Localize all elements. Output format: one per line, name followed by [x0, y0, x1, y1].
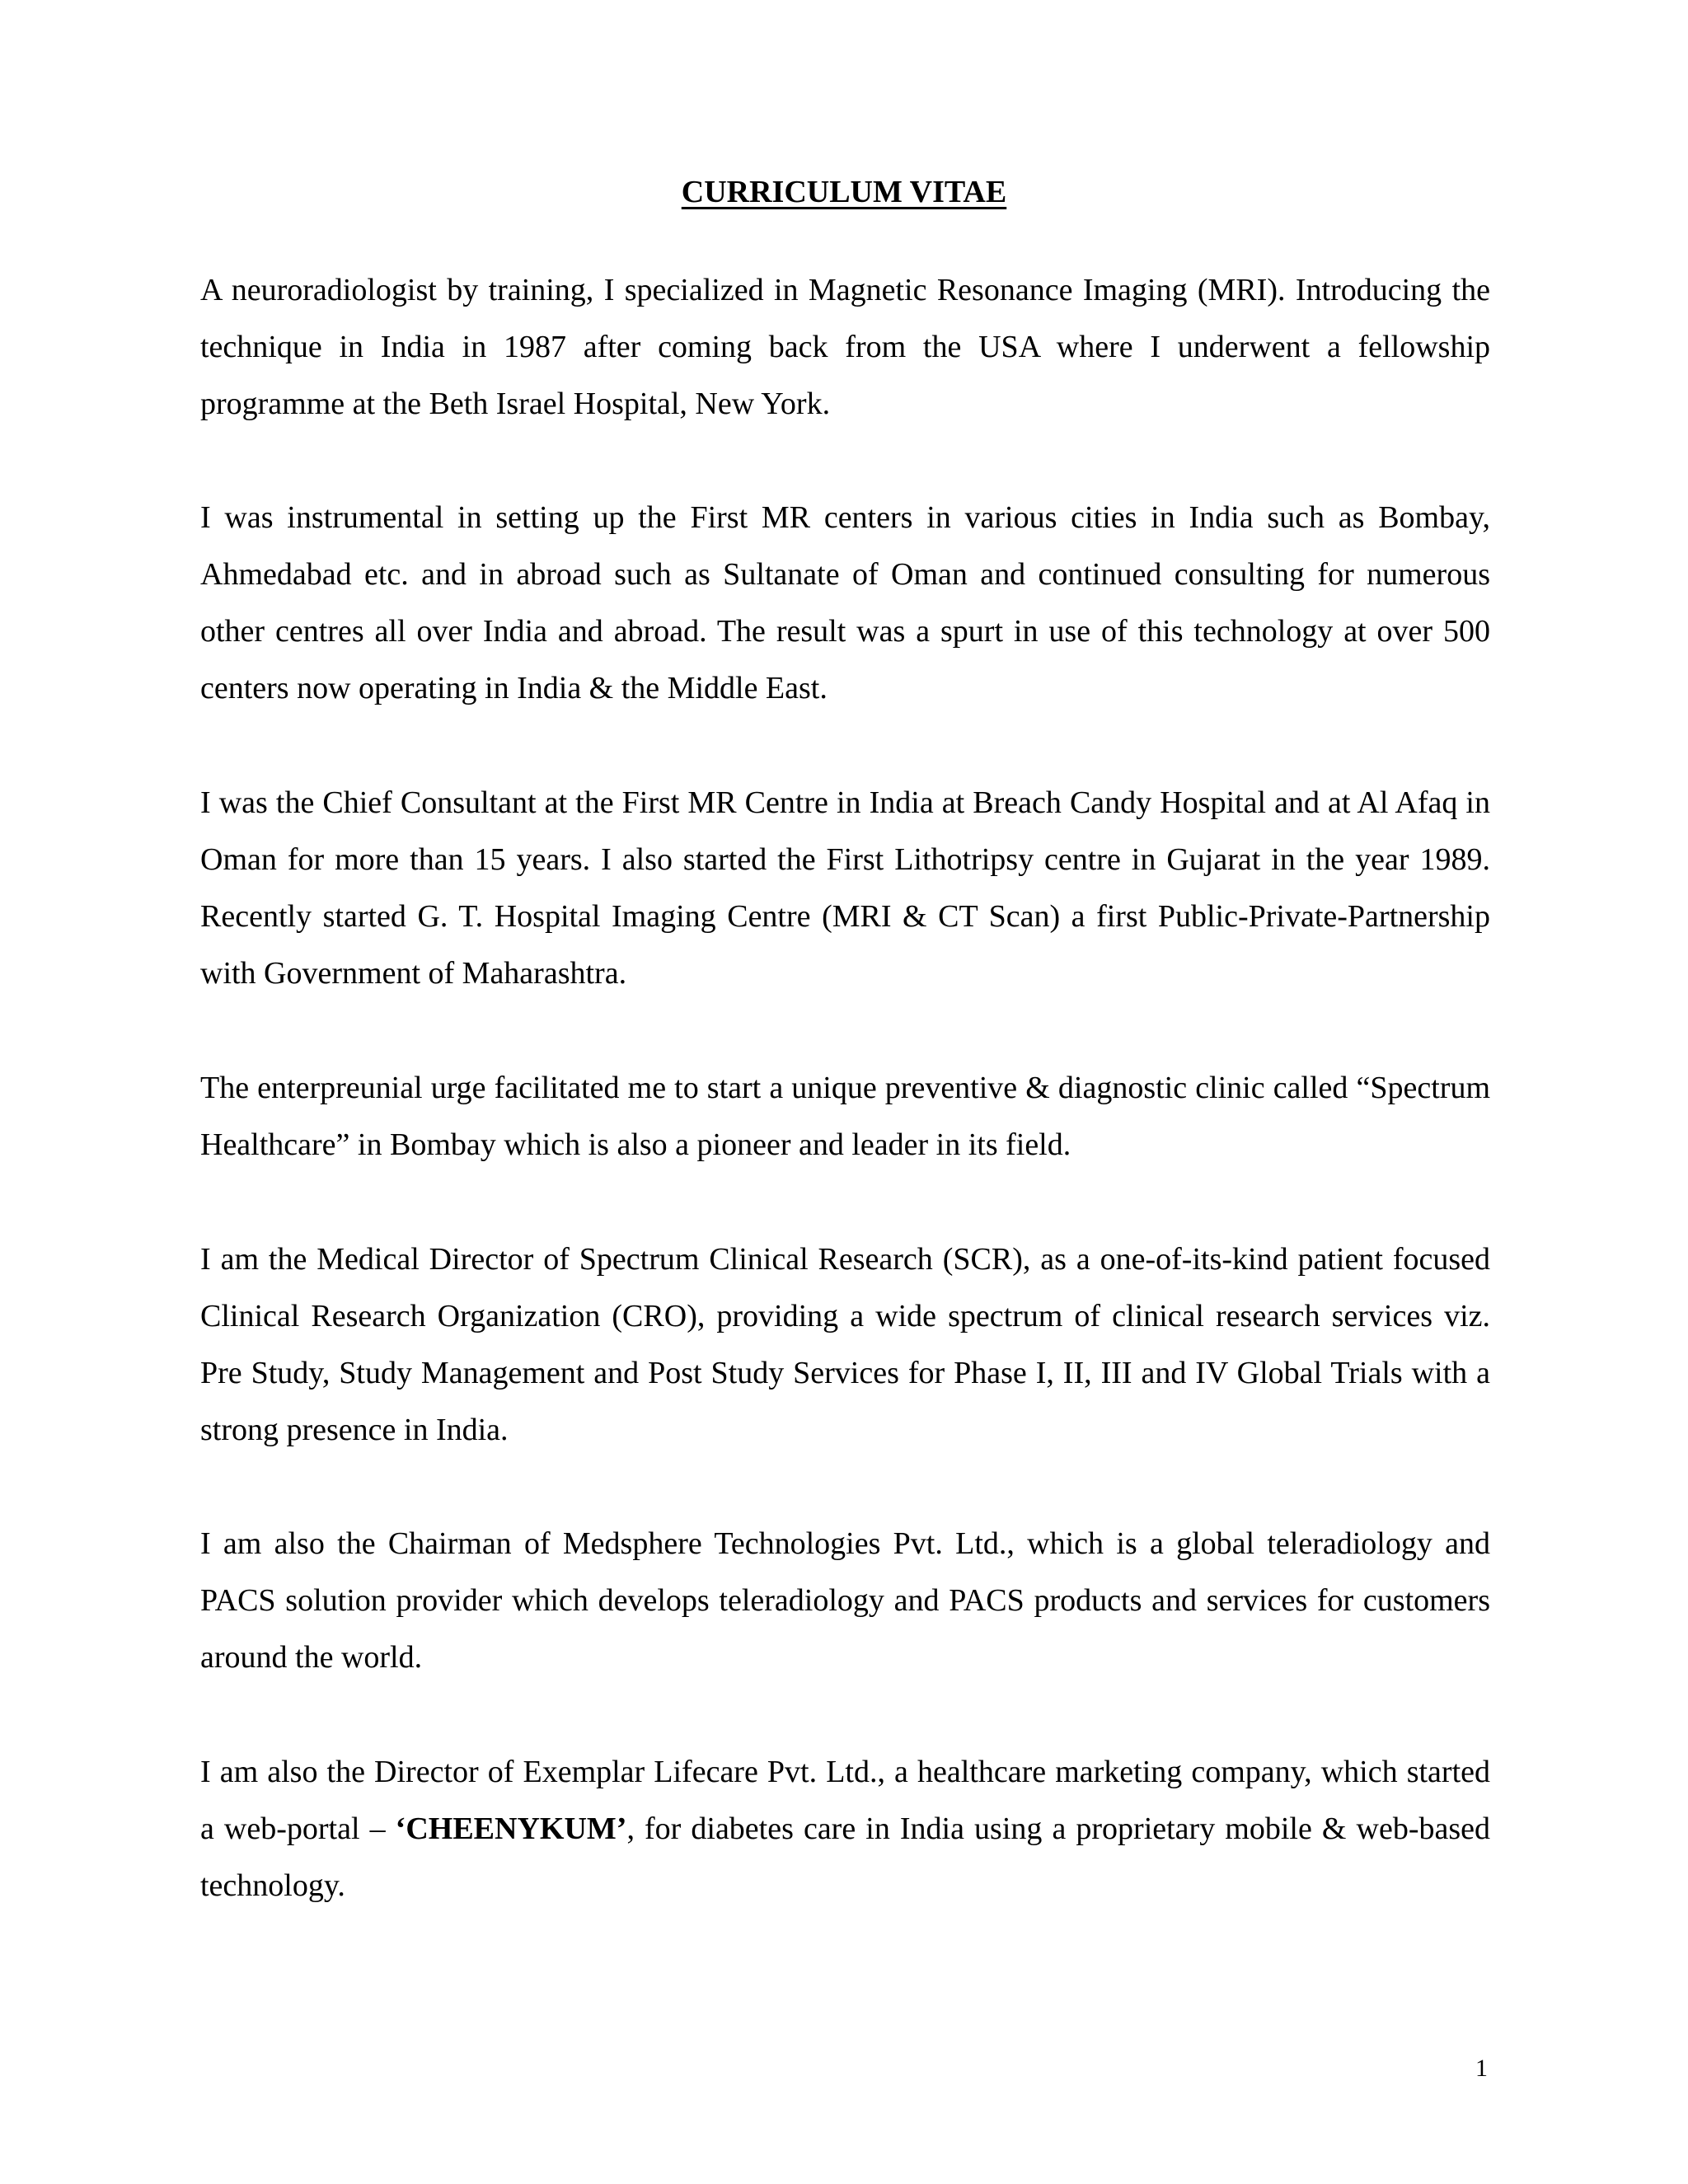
- paragraph-exemplar-lifecare: [200, 1744, 1490, 1915]
- paragraph-mr-centers: I was instrumental in setting up the First MR centers in various cities in India such as Bombay, Ahmedabad etc. and in abroad such as Sultanate of Oman and continued consulting for numerous other centres all over India and abroad. The result was a spurt in use of this technology at over 500 centers now operating in India & the Middle East.: [200, 500, 1490, 705]
- paragraph-chief-consultant: I was the Chief Consultant at the First MR Centre in India at Breach Candy Hospital and at Al Afaq in Oman for more than 15 years. I also started the First Lithotripsy centre in Gujarat in the year 1989. Recently started G. T. Hospital Imaging Centre (MRI & CT Scan) a first Public-Private-Partnership with Government of Maharashtra.: [200, 785, 1490, 991]
- paragraph-mri-training: A neuroradiologist by training, I specialized in Magnetic Resonance Imaging (MRI). Introducing the technique in India in 1987 after coming back from the USA where I underwent a fellowship programme at the Beth Israel Hospital, New York.: [200, 273, 1490, 421]
- page-number: 1: [1475, 2055, 1488, 2082]
- paragraph-exemplar-text-start: I am also the Director of Exemplar Lifecare Pvt. Ltd., a healthcare marketing company, which started a web-portal –: [200, 1755, 1490, 1846]
- cheenykum-portal-name: ‘CHEENYKUM’: [395, 1811, 627, 1846]
- paragraph-clinical-research: I am the Medical Director of Spectrum Clinical Research (SCR), as a one-of-its-kind patient focused Clinical Research Organization (CRO), providing a wide spectrum of clinical research services viz. Pre Study, Study Management and Post Study Services for Phase I, II, III and IV Global Trials with a strong presence in India.: [200, 1242, 1490, 1447]
- document-title: CURRICULUM VITAE: [681, 175, 1007, 209]
- paragraph-spectrum-healthcare: The enterpreunial urge facilitated me to start a unique preventive & diagnostic clinic called “Spectrum Healthcare” in Bombay which is also a pioneer and leader in its field.: [200, 1071, 1490, 1162]
- paragraph-exemplar-text-end: , for diabetes care in India using a proprietary mobile & web-based technology.: [200, 1811, 1490, 1903]
- paragraph-medsphere: I am also the Chairman of Medsphere Technologies Pvt. Ltd., which is a global teleradiology and PACS solution provider which develops teleradiology and PACS products and services for customers around the world.: [200, 1526, 1490, 1675]
